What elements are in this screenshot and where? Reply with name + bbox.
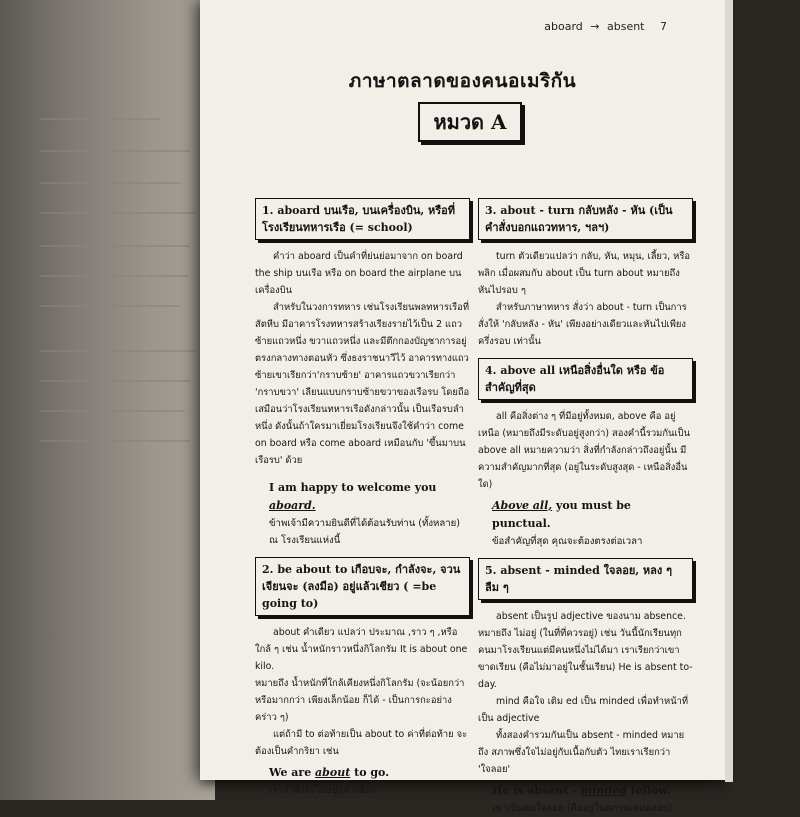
entry-2-heading: 2. be about to เกือบจะ, กำลังจะ, จวนเจียนจะ (ลงมือ) อยู่แล้วเชียว ( =be going to) [255,557,470,616]
facing-page [0,0,215,800]
running-header [540,20,667,33]
book-page [200,0,725,814]
header-word-from: aboard [544,20,583,33]
example-text: to go. [350,766,390,779]
example-text: We are [269,766,316,779]
example-keyword: about [315,766,351,779]
entry-3-paragraph: สำหรับภาษาทหาร สั่งว่า about - turn เป็นการสั่งให้ 'กลับหลัง - หัน' เพียงอย่างเดียวและหันไปเพียงครึ่งรอบ เท่านั้น [478,302,687,347]
page-title: ภาษาตลาดของคนอเมริกัน [348,70,577,92]
example-keyword: Above all, [492,499,553,512]
page-edge [725,0,733,782]
example-keyword: minded [580,784,627,797]
header-word-to: absent [606,20,645,33]
entry-1-paragraph: คำว่า aboard เป็นคำที่ย่นย่อมาจาก on board the ship บนเรือ หรือ on board the airplane บนเครื่องบิน [255,251,463,296]
entry-1-paragraph: สำหรับในวงการทหาร เช่นโรงเรียนพลทหารเรือที่สัตหีบ มีอาคารโรงทหารสร้างเรียงรายไว้เป็น 2 แถว ซ้ายแถวหนึ่ง ขวาแถวหนึ่ง และมีตึกกองบัญชาการอยู่ตรงกลางทางตอนหัว ซึ่งธงราชนาวีไว้ อาคารทางแถวซ้ายเขาเรียกว่า'กราบซ้าย' อาคารแถวขวาเรียกว่า 'กราบขวา' เลียนแบบกราบซ้ายขวาของเรือรบ โดยถือเสมือนว่าโรงเรียนทหารเรือดังกล่าวนั้น เป็นเรือรบลำหนึ่ง ดังนั้นถ้าใครมาเยี่ยมโรงเรียนจึงใช้คำว่า come on board หรือ come aboard เหมือนกับ 'ขึ้นมาบนเรือรบ' ด้วย [255,302,470,466]
example-text: fellow. [626,784,671,797]
entry-3-paragraph: turn ตัวเดียวแปลว่า กลับ, หัน, หมุน, เลี้ยว, หรือพลิก เมื่อผสมกับ about เป็น turn about หมายถึง หันไปรอบ ๆ [478,251,690,296]
arrow-icon: → [590,20,600,33]
entry-1-translation: ข้าพเจ้ามีความยินดีที่ได้ต้อนรับท่าน (ทั้งหลาย) ณ โรงเรียนแห่งนี้ [269,518,461,546]
entry-2-paragraph: แต่ถ้ามี to ต่อท้ายเป็น about to ค่าที่ต่อท้าย จะต้องเป็นคำกริยา เช่น [255,729,468,757]
entry-4-heading: 4. above all เหนือสิ่งอื่นใด หรือ ข้อสำคัญที่สุด [478,358,693,400]
right-column [478,198,693,817]
entry-1-heading: 1. aboard บนเรือ, บนเครื่องบิน, หรือที่โรงเรียนทหารเรือ (= school) [255,198,470,240]
entry-5-example [478,782,693,800]
example-text: He is absent - [492,784,581,797]
entry-5-translation: เขาเป็นคนใจลอย (คืออยู่ในสภาพเหม่อลอย) [492,803,672,814]
entry-2-paragraph: about คำเดียว แปลว่า ประมาณ ,ราว ๆ ,หรือใกล้ ๆ เช่น น้ำหนักราวหนึ่งกิโลกรัม It is about one kilo. [255,627,468,672]
example-text: I am happy to welcome you [269,481,437,494]
entry-5-paragraph: mind คือใจ เติม ed เป็น minded เพื่อทำหน้าที่เป็น adjective [478,696,689,724]
page-number: 7 [660,20,667,33]
left-column [255,198,470,799]
example-keyword: aboard. [269,499,316,512]
entry-4-paragraph: all คือสิ่งต่าง ๆ ที่มีอยู่ทั้งหมด, above คือ อยู่เหนือ (หมายถึงมีระดับอยู่สูงกว่า) สองคำนี้รวมกันเป็น above all หมายความว่า สิ่งที่กำลังกล่าวถึงอยู่นั้น มีความสำคัญมากที่สุด (อยู่ในระดับสูงสุด - เหนือสิ่งอื่นใด) [478,411,690,490]
entry-5-paragraph: absent เป็นรูป adjective ของนาม absence. หมายถึง ไม่อยู่ (ในที่ที่ควรอยู่) เช่น วันนี้นักเรียนทุกคนมาโรงเรียนแต่มีคนหนึ่งไม่ได้มา เราเรียกว่าเขาขาดเรียน (คือไม่มาอยู่ในชั้นเรียน) He is absent to-day. [478,611,693,690]
entry-3-heading: 3. about - turn กลับหลัง - หัน (เป็นคำสั่งบอกแถวทหาร, ฯลฯ) [478,198,693,240]
chapter-box: หมวด A [418,102,522,142]
entry-2-paragraph: หมายถึง น้ำหนักที่ใกล้เคียงหนึ่งกิโลกรัม (จะน้อยกว่าหรือมากกว่า เพียงเล็กน้อย ก็ได้ - เป็นการกะอย่างคร่าว ๆ) [255,678,465,723]
entry-5-heading: 5. absent - minded ใจลอย, หลง ๆ ลืม ๆ [478,558,693,600]
entry-2-example [255,764,470,782]
entry-5-paragraph: ทั้งสองคำรวมกันเป็น absent - minded หมายถึง สภาพซึ่งใจไม่อยู่กับเนื้อกับตัว ไทยเราเรียกว่า 'ใจลอย' [478,730,685,775]
entry-2-translation: เรากำลังจะไปอยู่แล้วเชียว [269,785,376,796]
entry-4-example [478,497,693,533]
entry-4-translation: ข้อสำคัญที่สุด คุณจะต้องตรงต่อเวลา [492,536,643,547]
example-text: you must be punctual. [492,499,631,530]
entry-1-example [255,479,470,515]
